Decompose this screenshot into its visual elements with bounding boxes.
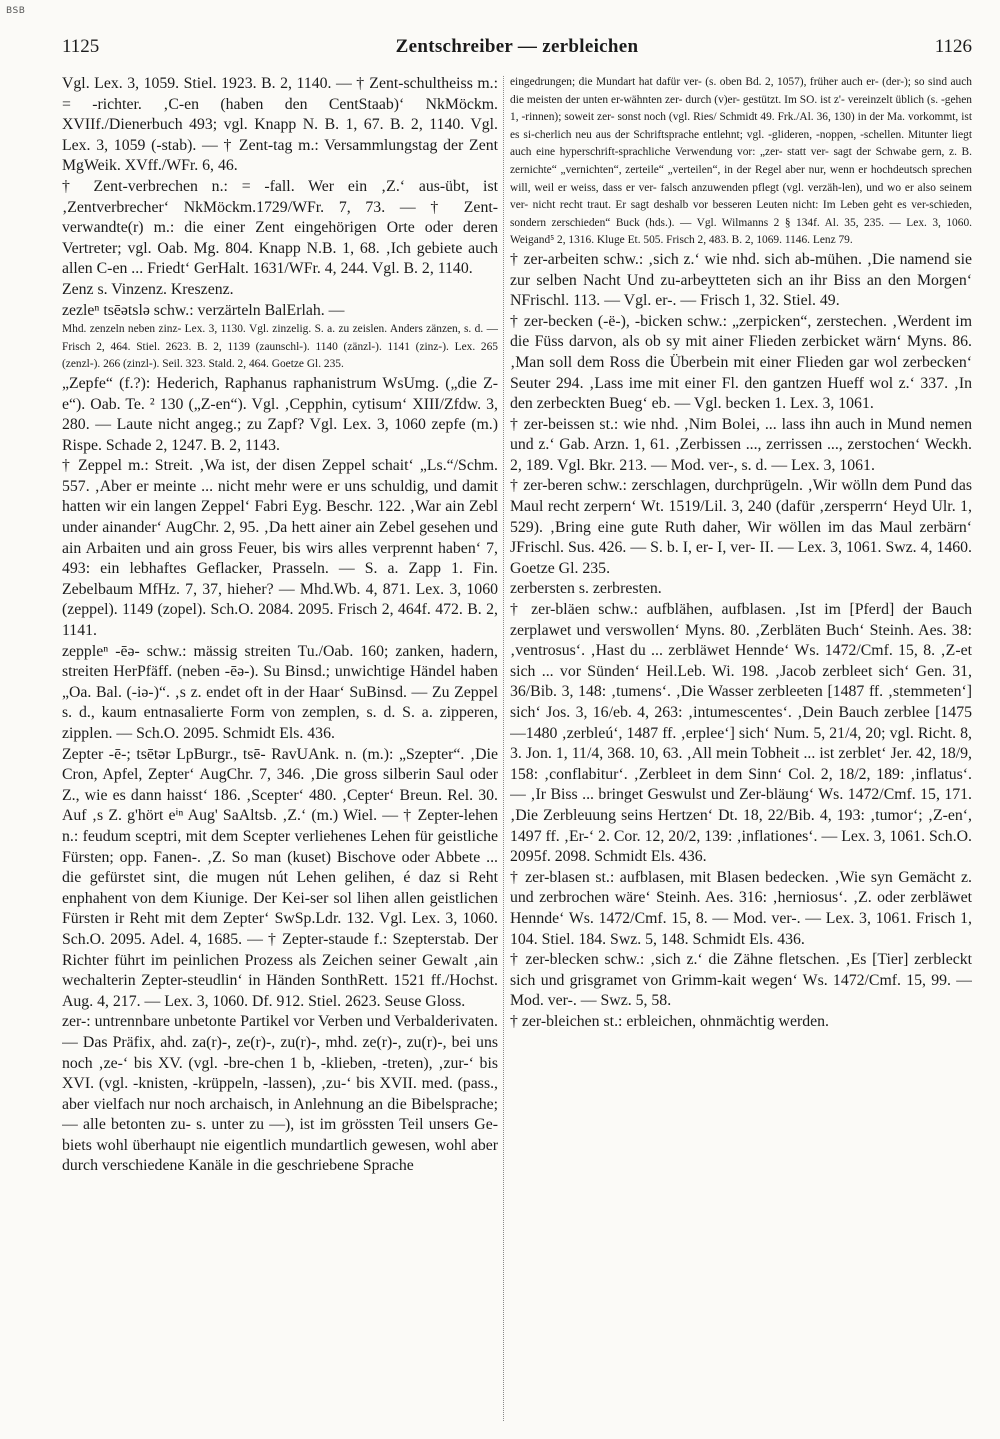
dictionary-entry: † zer-beren schw.: zerschlagen, durchprügeln. ‚Wir wölln dem Pund das Maul recht zerpern‘ Wt. 1519/Lil. 3, 240 (dafür ‚zersperrn‘ Heyd Ulr. 1, 529). ‚Bring eine gute Ruth daher, Wir wöllen im das Maul zerbärn‘ JFrischl. Sus. 426. — S. b. I, er- I, ver- II. — Lex. 3, 1061. Swz. 4, 1460. Goetze Gl. 235. <box>510 477 972 577</box>
dictionary-entry: † zer-blasen st.: aufblasen, mit Blasen bedecken. ‚Wie syn Gemächt z. und zerbrochen wäre‘ Steinh. Aes. 316: ‚herniosus‘. ‚Z. oder zerbläwet Hennde‘ Ws. 1472/Cmf. 15, 8. — Mod. ver-. — Lex. 3, 1061. Frisch 1, 104. Stiel. 184. Swz. 5, 148. Schmidt Els. 436. <box>510 868 972 948</box>
running-title: Zentschreiber — zerbleichen <box>395 36 639 57</box>
dictionary-entry: Zenz s. Vinzenz. Kreszenz. <box>62 280 234 298</box>
left-column <box>62 74 498 1426</box>
dictionary-entry: zer-: untrennbare unbetonte Partikel vor Verben und Verbalderivaten. — Das Präfix, ahd. za(r)-, ze(r)-, zu(r)-, mhd. ze(r)-, zu(r)-, bei uns noch ‚ze-‘ bis XV. (vgl. -bre-chen 1 b, -klieben, -treten), ‚zur-‘ bis XVI. (vgl. -knisten, -krüppeln, -lassen), ‚zu-‘ bis XVII. med. (pass., aber vielfach nur noch archaisch, in Anlehnung an die Bibelsprache; — alle betonten zu- s. unter zu —), ist im grössten Teil unsers Ge-biets wohl überhaupt nie eigentlich mundartlich gewesen, wohl aber durch verschiedene Kanäle in die geschriebene Sprache <box>62 1013 498 1175</box>
dictionary-entry: † Zent-verbrechen n.: = -fall. Wer ein ‚Z.‘ aus-übt, ist ‚Zentverbrecher‘ NkMöckm.1729/WFr. 7, 73. — † Zent-verwandte(r) m.: die einer Zent eingehörigen Orte oder deren Vertreter; vgl. Oab. Mg. 804. Knapp N.B. 1, 68. ‚Ich gebiete auch allen C-en ... Friedt‘ GerHalt. 1631/WFr. 4, 244. Vgl. B. 2, 1140. <box>62 177 498 278</box>
page-number-left: 1125 <box>62 36 100 57</box>
page-number-right: 1126 <box>934 36 972 57</box>
dictionary-entry: zeppleⁿ -ēə- schw.: mässig streiten Tu./Oab. 160; zanken, hadern, streiten HerPfäff. (neben -ēə-). Su Binsd.; unwichtige Händel haben „Oa. Bal. (-iə-)“. ‚s z. endet oft in der Haar‘ SuBinsd. — Zu Zeppel s. d., kaum entnasalierte Form von zemplen, s. d. S. a. zipperen, zipplen. — Sch.O. 2095. Schmidt Els. 436. <box>62 642 498 742</box>
dictionary-entry: † zer-arbeiten schw.: ‚sich z.‘ wie nhd. sich ab-mühen. ‚Die namend sie zur selben Nacht Und zu-arbeytteten sich an ihr Biss an den Morgen‘ NFrischl. 113. — Vgl. er-. — Frisch 1, 32. Stiel. 49. <box>510 250 972 310</box>
dictionary-entry: † zer-bleichen st.: erbleichen, ohnmächtig werden. <box>510 1012 829 1030</box>
dictionary-entry: † zer-bläen schw.: aufblähen, aufblasen. ‚Ist im [Pferd] der Bauch zerplawet und verswollen‘ Myns. 80. ‚Zerbläten Buch‘ Steinh. Aes. 38: ‚ventrosus‘. ‚Hast du ... zerbläwet Hennde‘ Ws. 1472/Cmf. 15, 8. ‚Z-et sich ... vor Sünden‘ Heil.Leb. Wi. 198. ‚Jacob zerbleet sich‘ Gen. 31, 36/Bib. 3, 148: ‚tumens‘. ‚Die Wasser zerbleeten [1487 ff. ‚stemmeten‘] sich‘ Jos. 3, 16/eb. 4, 263: ‚intumescentes‘. ‚Dein Bauch zerblee [1475—1480 ‚zerbleú‘, 1487 ff. ‚erplee‘] sich‘ Num. 5, 21/4, 20; vgl. Richt. 8, 3. Jon. 1, 11/4, 368. 10, 63. ‚All mein Tobheit ... ist zerblet‘ Jer. 42, 18/9, 158: ‚conflabitur‘. ‚Zerbleet in dem Sinn‘ Col. 2, 18/2, 189: ‚inflatus‘. — ‚Ir Biss ... bringet Geswulst und Zer-bläung‘ Ws. 1472/Cmf. 15, 171. ‚Die Zerbleuung seins Hertzen‘ Dt. 18, 22/Bib. 4, 193: ‚tumor‘; ‚Z-en‘, 1497 ff. ‚Er-‘ 2. Cor. 12, 20/2, 139: ‚inflationes‘. — Lex. 3, 1061. Sch.O. 2095f. 2098. Schmidt Els. 436. <box>510 601 972 866</box>
library-stamp: BSB <box>6 6 26 16</box>
dictionary-entry: „Zepfe“ (f.?): Hederich, Raphanus raphanistrum WsUmg. („die Z-e“). Oab. Te. ² 130 („Z-en“). Vgl. ‚Cepphin, cytisum‘ XIII/Zfdw. 3, 280. — Laute nicht angeg.; zu Zapf? Vgl. Lex. 3, 1060 zepfe (m.) Rispe. Schade 2, 1247. B. 2, 1143. <box>62 374 498 454</box>
page-header <box>62 36 972 66</box>
dictionary-entry: † zer-beissen st.: wie nhd. ‚Nim Bolei, ... lass ihn auch in Mund nemen und z.‘ Gab. Arzn. 1, 61. ‚Zerbissen ..., zerrissen ..., zerstochen‘ Weckh. 2, 189. Vgl. Bkr. 213. — Mod. ver-, s. d. — Lex. 3, 1061. <box>510 415 972 474</box>
dictionary-entry: † zer-blecken schw.: ‚sich z.‘ die Zähne fletschen. ‚Es [Tier] zerbleckt sich und grisgramet von Grimm-kait wegen‘ Ws. 1472/Cmf. 15, 99. — Mod. ver-. — Swz. 5, 58. <box>510 951 972 1010</box>
column-divider <box>503 76 504 1421</box>
dictionary-entry: zezleⁿ tsēətslə schw.: verzärteln BalErlah. — <box>62 301 345 319</box>
dictionary-entry: † Zeppel m.: Streit. ‚Wa ist, der disen Zeppel schait‘ „Ls.“/Schm. 557. ‚Aber er meinte ... nicht mehr were er uns schuldig, und damit hatten wir ein langen Zeppel‘ Fabri Eyg. Beschr. 122. ‚War ain Zebl under ainander‘ AugChr. 2, 95. ‚Da hett ainer ain Zebel gesehen und ain Arbaiten und ain gross Feuer, bis wirs alles verprennt haben‘ 7, 493: ein lebhaftes Geflacker, Prasseln. — S. a. Zapp 1. Fin. Zebelbaum MfHz. 7, 37, hieher? — Mhd.Wb. 4, 871. Lex. 3, 1060 (zeppel). 1149 (zopel). Sch.O. 2084. 2095. Frisch 2, 464f. 472. B. 2, 1141. <box>62 457 498 640</box>
dictionary-entry: Zepter -ē-; tsētər LpBurgr., tsē- RavUAnk. n. (m.): „Szepter“. ‚Die Cron, Apfel, Zepter‘ AugChr. 7, 346. ‚Die gross silberin Saul oder Z., wie es dann haisst‘ 186. ‚Scepter‘ 480. ‚Cepter‘ Breun. Rel. 30. Auf ‚s Z. g'hört eⁱⁿ Aug' SaAltsb. ‚Z.‘ (m.) Wiel. — † Zepter-lehen n.: feudum sceptri, mit dem Scepter verliehenes Lehen für geistliche Fürsten; opp. Fanen-. ‚Z. So man (kuset) Bischove oder Abbete ... die gefürstet sint, die mugen nút Lehen gelihen, é daz si Reht enphahent von dem Kiunige. Der Kei-ser sol lihen allen geistlichen Fürsten ir Reht mit dem Zepter‘ SwSp.Ldr. 132. Vgl. Lex. 3, 1060. Sch.O. 2095. Adel. 4, 1685. — † Zepter-staude f.: Szepterstab. Der Richter führt im peinlichen Prozess als Zeichen seiner Gewalt ‚ain wechalterin Zepter-steudlin‘ in Händen SonthRett. 1521 ff./Hochst. Aug. 4, 217. — Lex. 3, 1060. Df. 912. Stiel. 2623. Seuse Gloss. <box>62 745 498 1010</box>
dictionary-entry: eingedrungen; die Mundart hat dafür ver- (s. oben Bd. 2, 1057), früher auch er- (der-); so sind auch die meisten der unten er-wähnten zer- durch (v)er- gestützt. Im SO. ist z'- vereinzelt üblich (s. -gehen 1, -rinnen); soweit zer- sonst noch (vgl. Ries/ Schmidt 49. Frk./Al. 36, 130) in der Ma. vorkommt, ist es si-cherlich neu aus der Schriftsprache entlehnt; vgl. -glideren, -noppen, -schellen. Mitunter liegt auch eine hyperschrift-sprachliche Verwendung vor: „zer- statt ver- sagt der Schwabe gern, z. B. zernichte“ „vernichten“, zerteile“ „verteilen“, in der Regel aber nur, wenn er hochdeutsch sprechen will, weil er weiss, dass er ver- falsch anzuwenden pflegt (vgl. verzäh-len), und wo er also seinem ver- nicht recht traut. Er sagt deshalb vor besseren Leuten nicht: Im Leben geht es ver-schieden, sondern zerschieden“ Buck (hds.). — Vgl. Wilmanns 2 § 134f. Al. 35, 235. — Lex. 3, 1060. Weigand⁵ 2, 1316. Kluge Et. 505. Frisch 2, 483. B. 2, 1069. 1146. Lenz 79. <box>510 76 972 247</box>
dictionary-entry: † zer-becken (-ë-), -bicken schw.: „zerpicken“, zerstechen. ‚Werdent im die Füss darvon, als ob sy mit ainer Flieden zerbicket wärn‘ Myns. 86. ‚Man soll dem Ross die Überbein mit einer Flieden gar wol zerbecken‘ Seuter 294. ‚Lass ime mit einer Fl. den gantzen Hueff wol z.‘ 337. ‚In den zerbeckten Bueg‘ eb. — Vgl. becken 1. Lex. 3, 1061. <box>510 312 972 413</box>
dictionary-entry: Mhd. zenzeln neben zinz- Lex. 3, 1130. Vgl. zinzelig. S. a. zu zeislen. Anders zänzen, s. d. — Frisch 2, 464. Stiel. 2623. B. 2, 1139 (zaunschl-). 1140 (zänzl-). 1141 (zinz-). Lex. 265 (zenzl-). 266 (zinzl-). Seil. 323. Stald. 2, 464. Goetze Gl. 235. <box>62 323 498 371</box>
right-column <box>510 74 972 1426</box>
dictionary-entry: Vgl. Lex. 3, 1059. Stiel. 1923. B. 2, 1140. — † Zent-schultheiss m.: = -richter. ‚C-en (haben den CentStaab)‘ NkMöckm. XVIIf./Dienerbuch 493; vgl. Knapp N. B. 1, 67. B. 2, 1140. Vgl. Lex. 3, 1059 (-stab). — † Zent-tag m.: Versammlungstag der Zent MgWeik. XVff./WFr. 6, 46. <box>62 75 498 175</box>
dictionary-entry: zerbersten s. zerbresten. <box>510 580 662 598</box>
